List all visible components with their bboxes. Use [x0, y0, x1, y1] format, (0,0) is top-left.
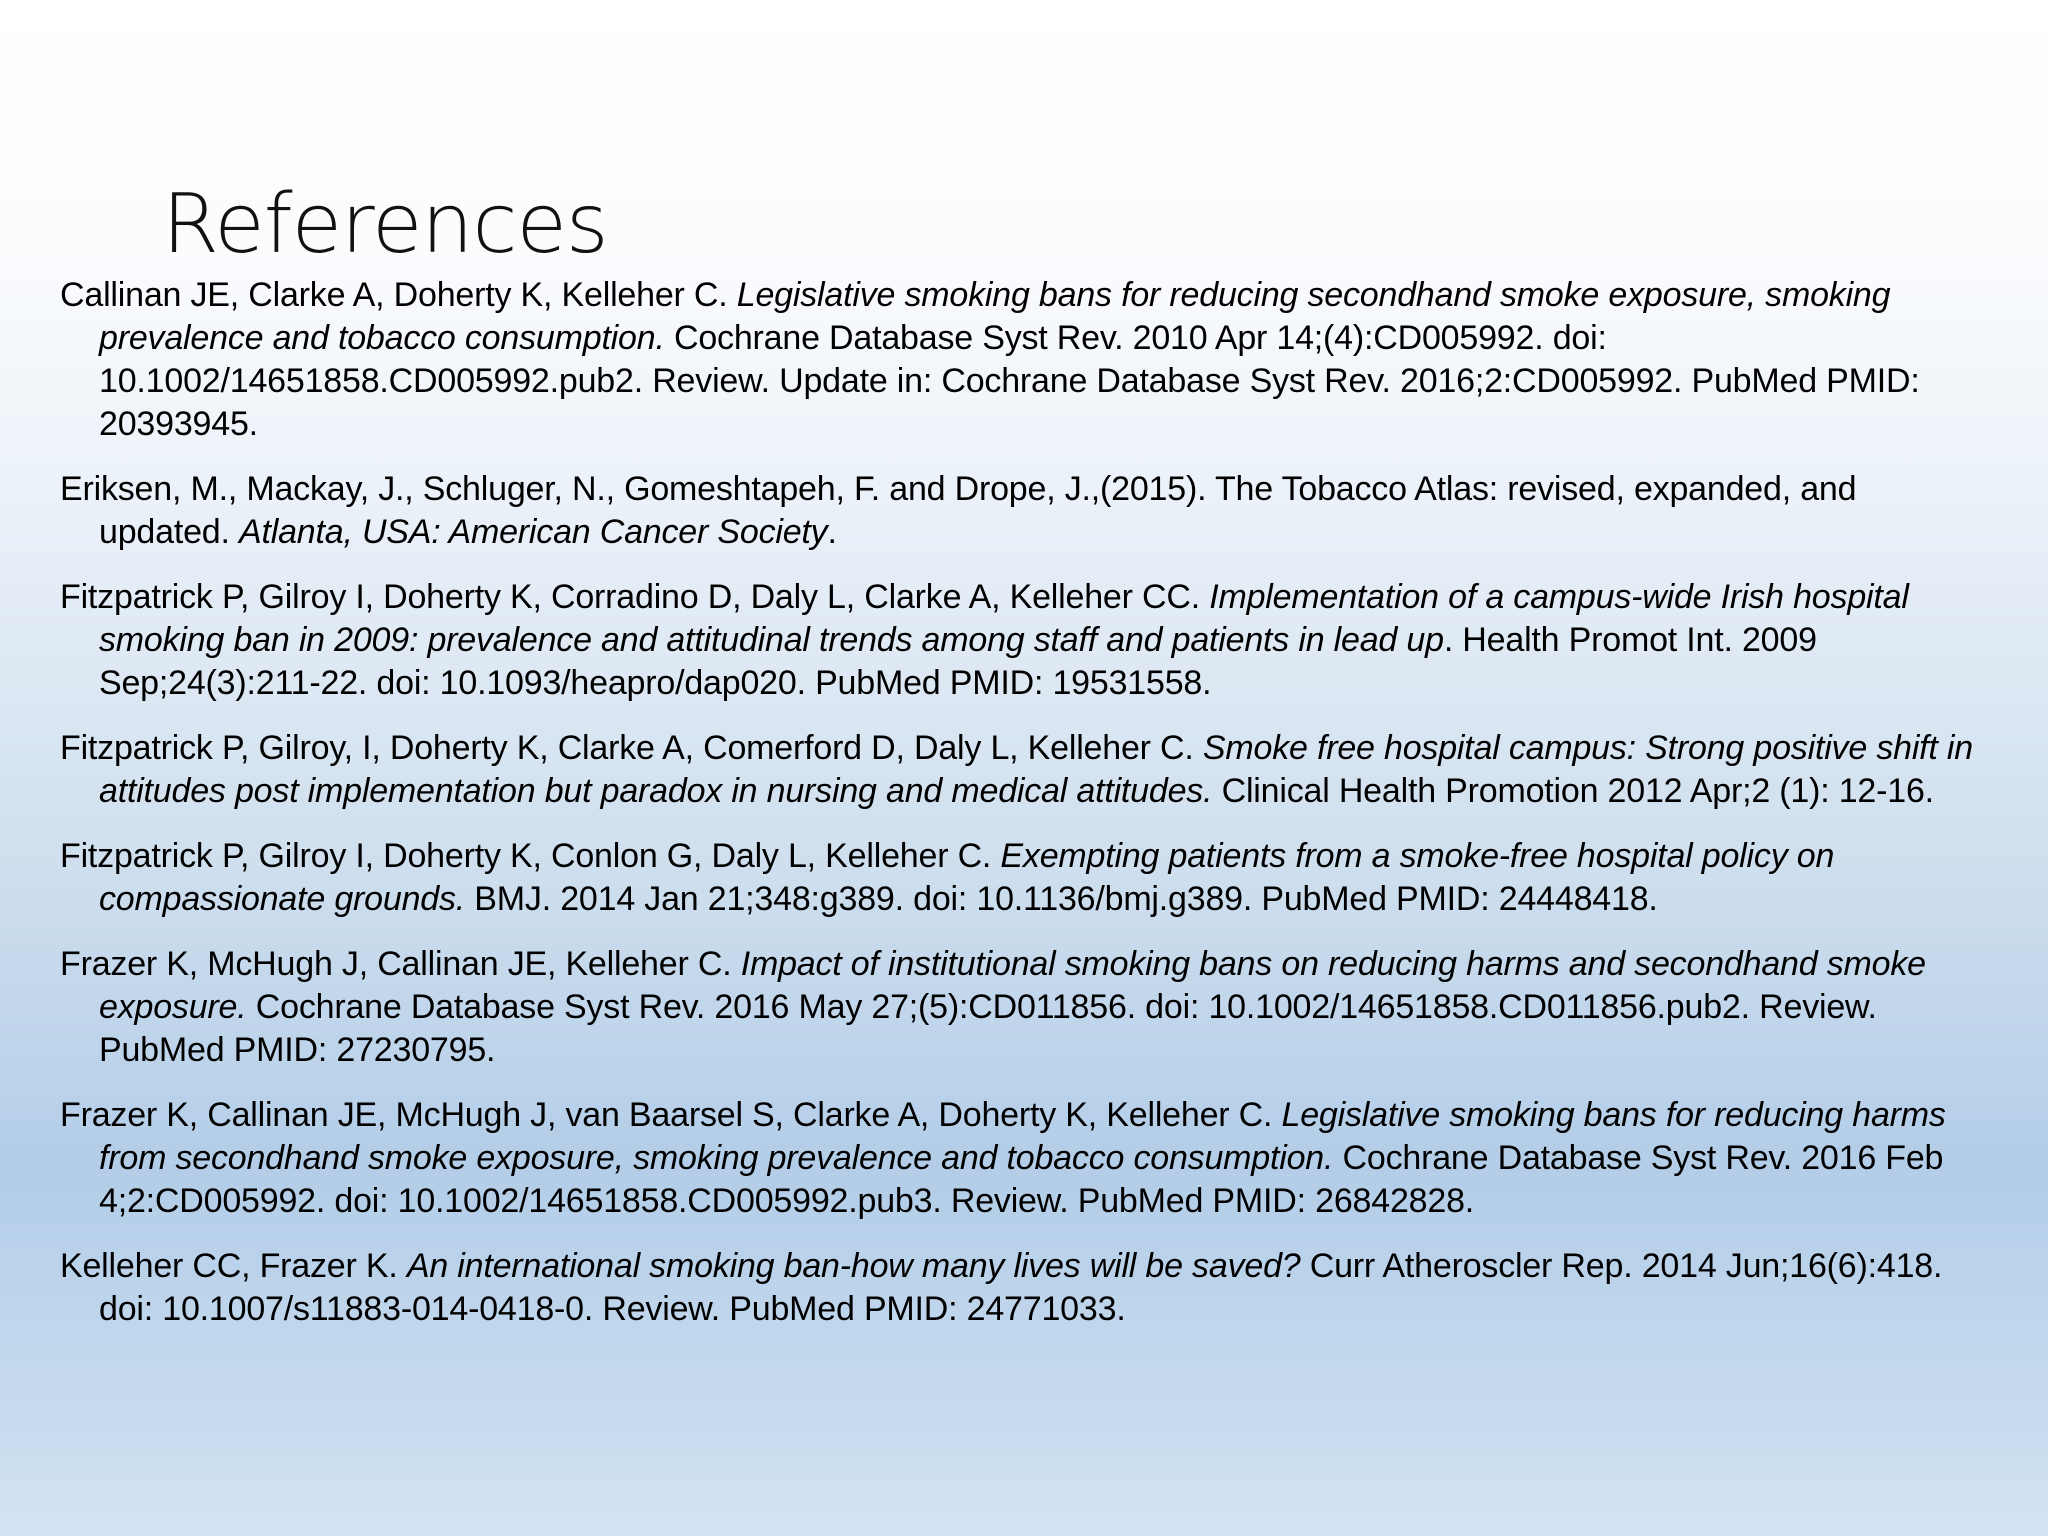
reference-item-4: [60, 727, 1990, 813]
reference-title: Implementation of a campus-wide Irish hospital smoking ban in 2009: prevalence and attitudinal trends among staff and patients in lead up: [99, 578, 1909, 659]
reference-title: Impact of institutional smoking bans on reducing harms and secondhand smoke exposure.: [99, 945, 1926, 1026]
reference-authors: Frazer K, Callinan JE, McHugh J, van Baarsel S, Clarke A, Doherty K, Kelleher C.: [60, 1096, 1282, 1134]
slide-title: References: [162, 177, 608, 272]
reference-source: . Health Promot Int. 2009 Sep;24(3):211-22. doi: 10.1093/heapro/dap020. PubMed PMID: 19531558.: [99, 621, 1817, 702]
reference-title: Exempting patients from a smoke-free hospital policy on compassionate grounds.: [99, 837, 1835, 918]
reference-title: Smoke free hospital campus: Strong positive shift in attitudes post implementation but paradox in nursing and medical attitudes.: [99, 729, 1973, 810]
reference-authors: Fitzpatrick P, Gilroy, I, Doherty K, Clarke A, Comerford D, Daly L, Kelleher C.: [60, 729, 1203, 767]
reference-authors: Kelleher CC, Frazer K.: [60, 1247, 407, 1285]
reference-source: BMJ. 2014 Jan 21;348:g389. doi: 10.1136/bmj.g389. PubMed PMID: 24448418.: [465, 880, 1658, 918]
reference-source: .: [827, 513, 837, 551]
reference-source: Cochrane Database Syst Rev. 2016 May 27;(5):CD011856. doi: 10.1002/14651858.CD011856.pub2. Review. PubMed PMID: 27230795.: [99, 988, 1877, 1069]
reference-source: Cochrane Database Syst Rev. 2010 Apr 14;(4):CD005992. doi: 10.1002/14651858.CD005992.pub2. Review. Update in: Cochrane Database Syst Rev. 2016;2:CD005992. PubMed PMID: 20393945.: [99, 319, 1920, 443]
reference-authors: Fitzpatrick P, Gilroy I, Doherty K, Corradino D, Daly L, Clarke A, Kelleher CC.: [60, 578, 1210, 616]
reference-title: Legislative smoking bans for reducing harms from secondhand smoke exposure, smoking prevalence and tobacco consumption.: [99, 1096, 1946, 1177]
reference-item-1: [60, 274, 1990, 446]
reference-item-6: [60, 943, 1990, 1072]
reference-item-5: [60, 835, 1990, 921]
reference-source: Curr Atheroscler Rep. 2014 Jun;16(6):418. doi: 10.1007/s11883-014-0418-0. Review. PubMed PMID: 24771033.: [99, 1247, 1943, 1328]
reference-item-7: [60, 1094, 1990, 1223]
reference-title: Legislative smoking bans for reducing secondhand smoke exposure, smoking prevalence and tobacco consumption.: [99, 276, 1891, 357]
reference-authors: Frazer K, McHugh J, Callinan JE, Kelleher C.: [60, 945, 741, 983]
reference-item-2: [60, 468, 1990, 554]
reference-item-8: [60, 1245, 1990, 1331]
reference-title: Atlanta, USA: American Cancer Society: [239, 513, 828, 551]
reference-authors: Eriksen, M., Mackay, J., Schluger, N., Gomeshtapeh, F. and Drope, J.,(2015). The Tobacco Atlas: revised, expanded, and updated.: [60, 470, 1857, 551]
reference-source: Cochrane Database Syst Rev. 2016 Feb 4;2:CD005992. doi: 10.1002/14651858.CD005992.pub3. Review. PubMed PMID: 26842828.: [99, 1139, 1944, 1220]
reference-list: [60, 274, 1990, 1353]
reference-authors: Callinan JE, Clarke A, Doherty K, Kelleher C.: [60, 276, 737, 314]
reference-source: Clinical Health Promotion 2012 Apr;2 (1): 12-16.: [1212, 772, 1934, 810]
reference-authors: Fitzpatrick P, Gilroy I, Doherty K, Conlon G, Daly L, Kelleher C.: [60, 837, 1001, 875]
reference-title: An international smoking ban-how many lives will be saved?: [406, 1247, 1301, 1285]
reference-item-3: [60, 576, 1990, 705]
